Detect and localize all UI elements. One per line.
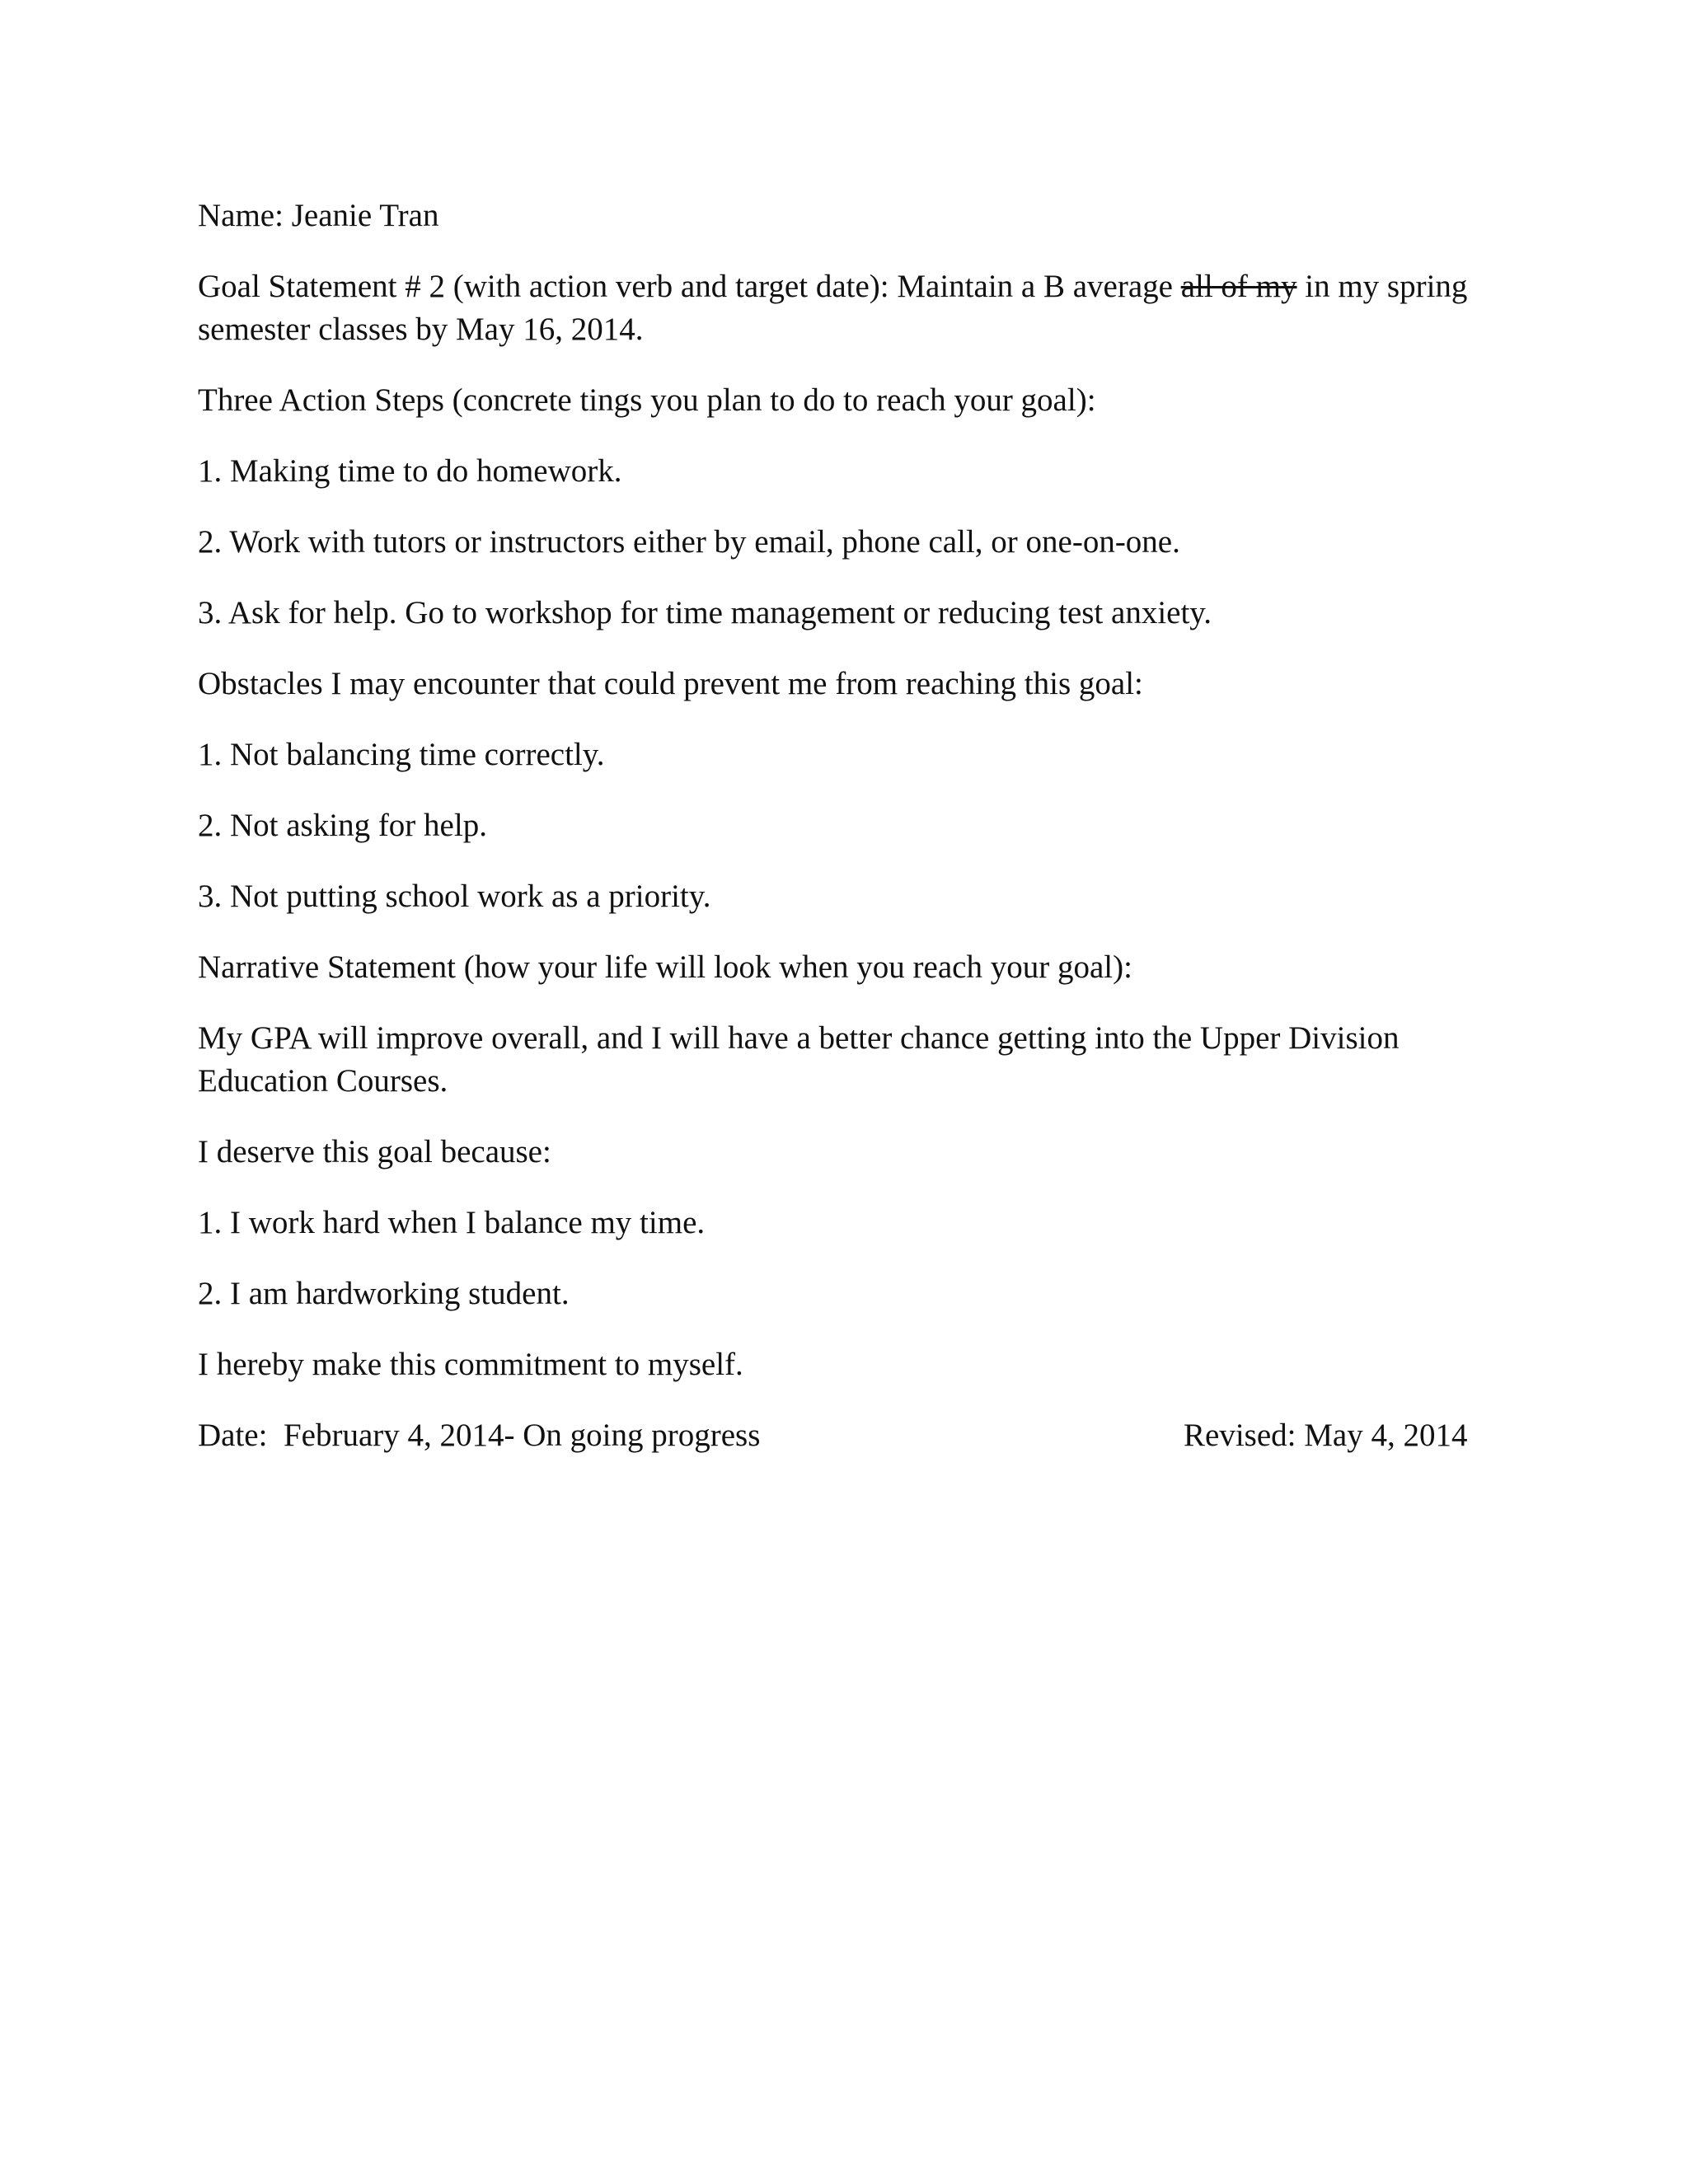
deserve-item: 2. I am hardworking student. — [198, 1276, 570, 1311]
goal-statement — [198, 265, 1484, 351]
goal-statement-struck-text: all of my — [1180, 269, 1297, 304]
action-step-item: 1. Making time to do homework. — [198, 453, 622, 489]
name-line: Name: Jeanie Tran — [198, 198, 439, 233]
commitment-line: I hereby make this commitment to myself. — [198, 1347, 743, 1382]
obstacle-item: 1. Not balancing time correctly. — [198, 737, 605, 772]
deserve-item: 1. I work hard when I balance my time. — [198, 1205, 706, 1240]
narrative-text: My GPA will improve overall, and I will have a better chance getting into the Upper Division Education Courses. — [198, 1020, 1400, 1099]
obstacle-item: 3. Not putting school work as a priority. — [198, 879, 711, 914]
action-step-item: 2. Work with tutors or instructors either by email, phone call, or one-on-one. — [198, 524, 1180, 560]
goal-statement-prefix: Goal Statement # 2 (with action verb and target date): Maintain a B average — [198, 269, 1173, 304]
deserve-heading: I deserve this goal because: — [198, 1134, 551, 1169]
date-line — [198, 1414, 1484, 1457]
action-step-item: 3. Ask for help. Go to workshop for time management or reducing test anxiety. — [198, 595, 1212, 630]
action-steps-heading: Three Action Steps (concrete tings you plan to do to reach your goal): — [198, 382, 1096, 418]
obstacles-heading: Obstacles I may encounter that could prevent me from reaching this goal: — [198, 666, 1143, 701]
date-text: Date: February 4, 2014- On going progress — [198, 1418, 761, 1453]
narrative-heading: Narrative Statement (how your life will look when you reach your goal): — [198, 949, 1132, 985]
goal-statement-suffix: in my spring semester classes by May 16, 2014. — [198, 269, 1468, 347]
revised-date: Revised: May 4, 2014 — [1184, 1418, 1468, 1453]
obstacle-item: 2. Not asking for help. — [198, 808, 487, 843]
